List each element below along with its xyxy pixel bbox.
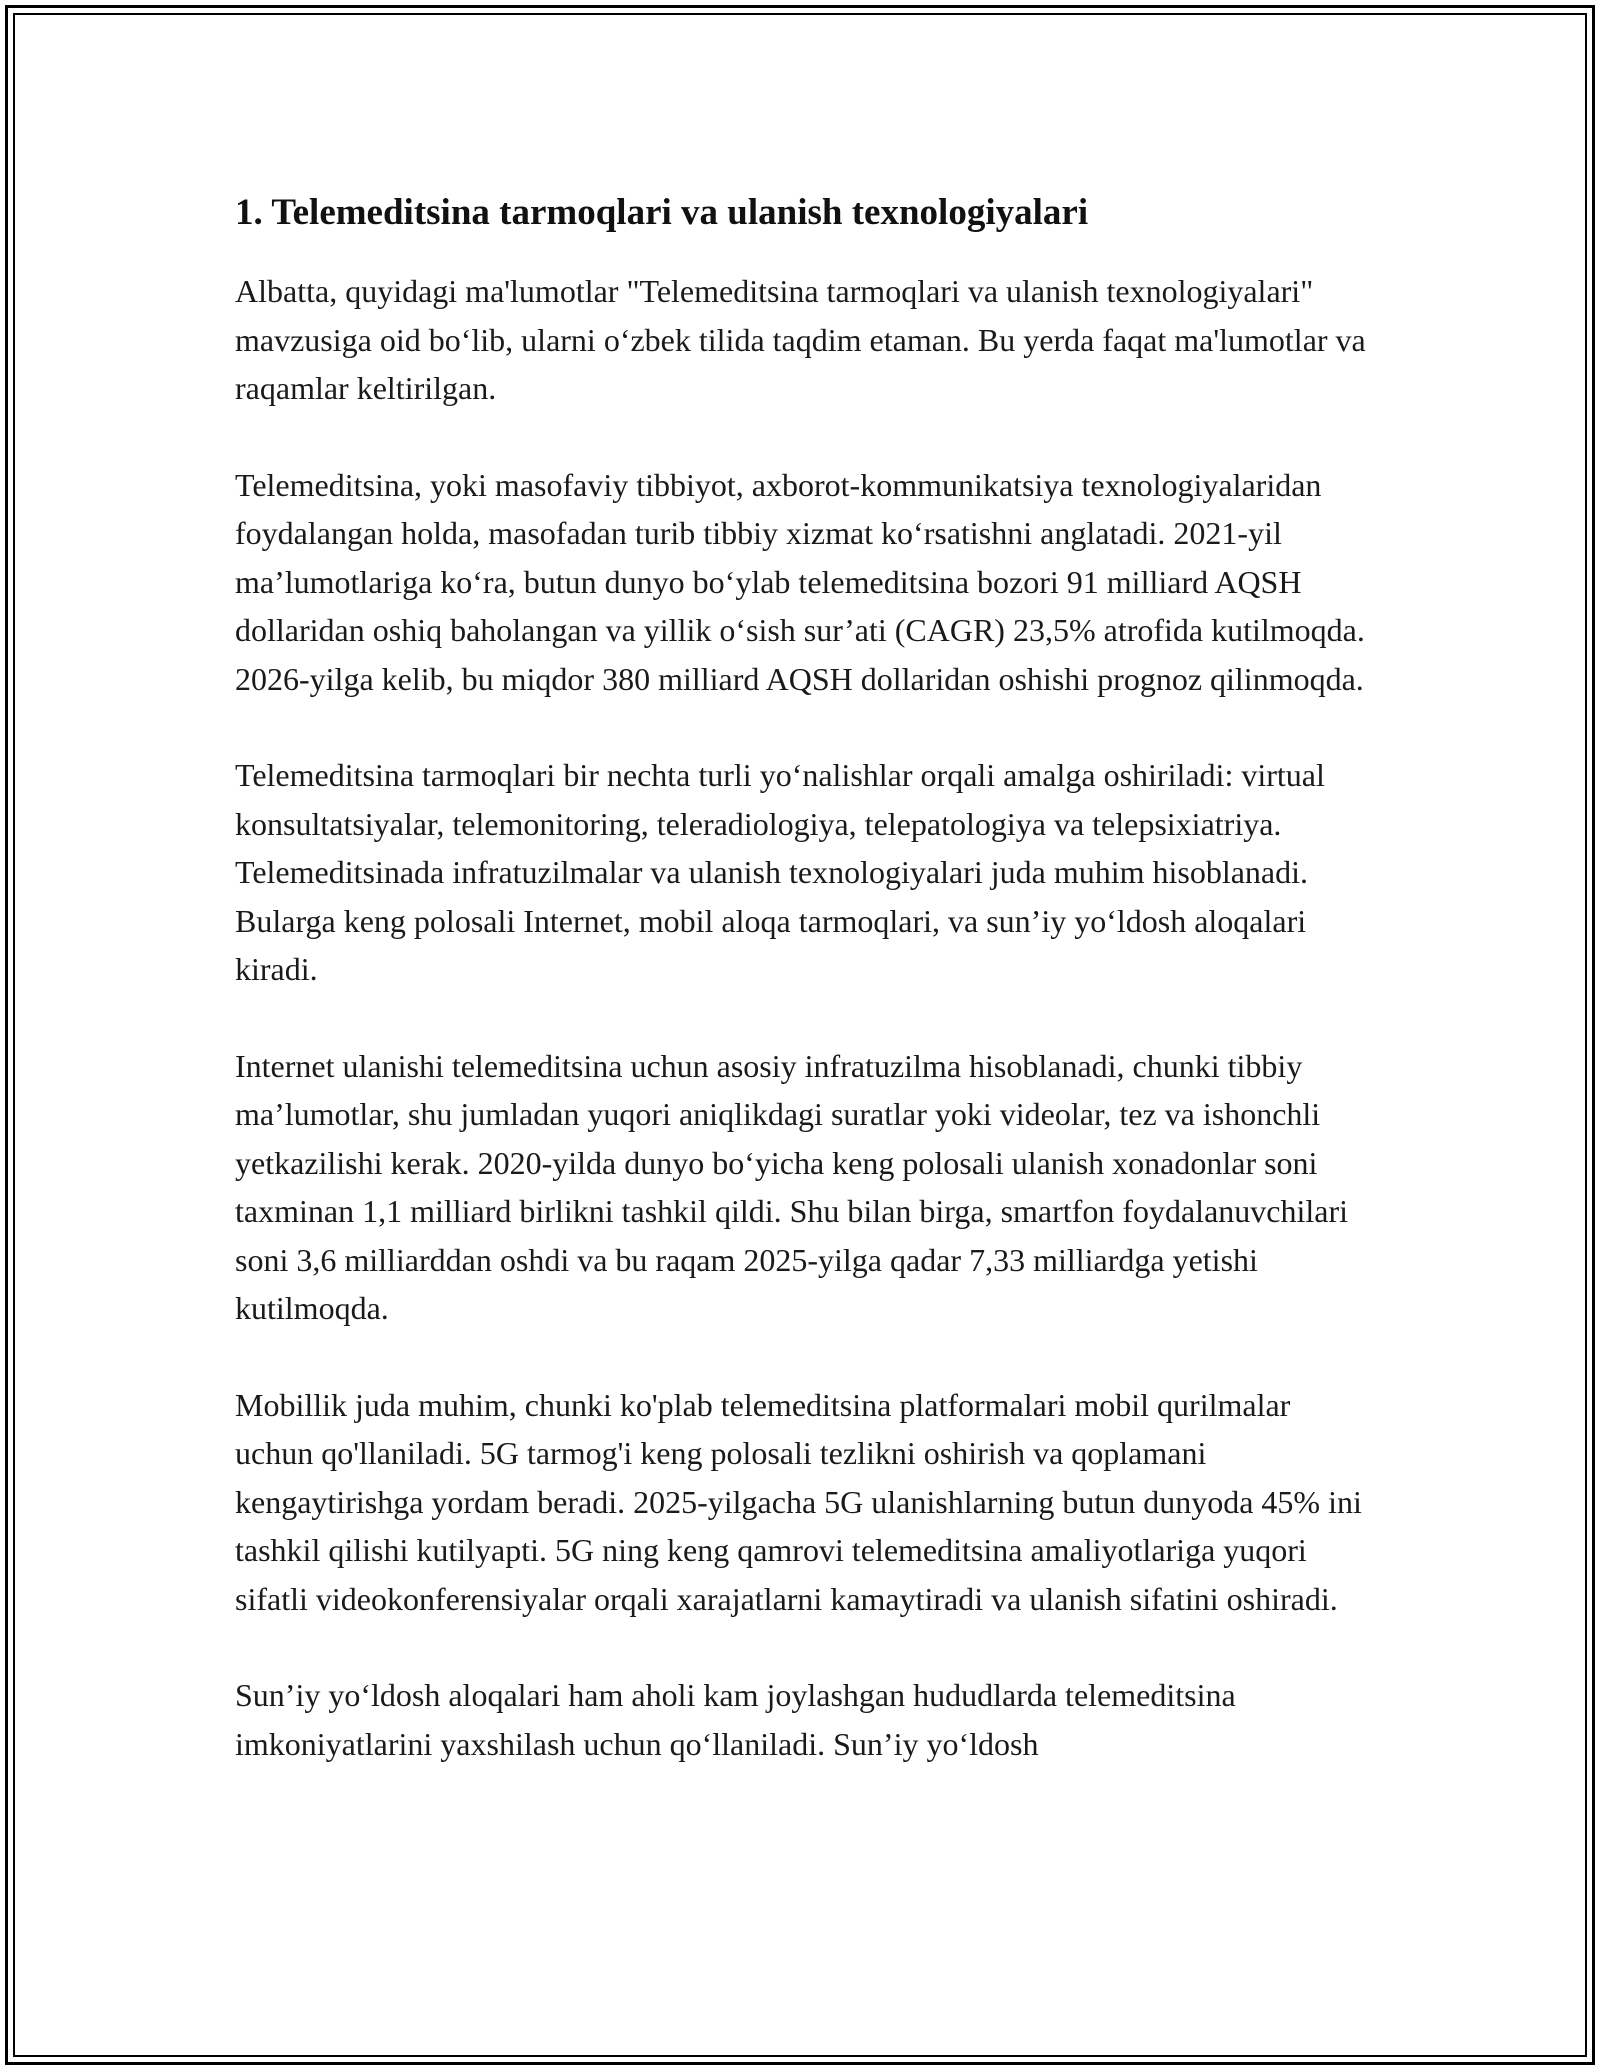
paragraph-satellite: Sun’iy yo‘ldosh aloqalari ham aholi kam joylashgan hududlarda telemeditsina imkoniyatlarini yaxshilash uchun qo‘llaniladi. Sun’iy yo‘ldosh [235, 1677, 1236, 1762]
paragraph-market: Telemeditsina, yoki masofaviy tibbiyot, axborot-kommunikatsiya texnologiyalaridan foydalangan holda, masofadan turib tibbiy xizmat ko‘rsatishni anglatadi. 2021-yil ma’lumotlariga ko‘ra, butun dunyo bo‘ylab telemeditsina bozori 91 milliard AQSH dollaridan oshiq baholangan va yillik o‘sish sur’ati (CAGR) 23,5% atrofida kutilmoqda. 2026-yilga kelib, bu miqdor 380 milliard AQSH dollaridan oshishi prognoz qilinmoqda. [235, 466, 1365, 697]
document-body [235, 185, 1375, 1816]
section-heading: 1. Telemeditsina tarmoqlari va ulanish texnologiyalari [235, 192, 1089, 233]
paragraph-intro: Albatta, quyidagi ma'lumotlar "Telemeditsina tarmoqlari va ulanish texnologiyalari" mavzusiga oid bo‘lib, ularni o‘zbek tilida taqdim etaman. Bu yerda faqat ma'lumotlar va raqamlar keltirilgan. [235, 273, 1366, 406]
paragraph-mobility: Mobillik juda muhim, chunki ko'plab telemeditsina platformalari mobil qurilmalar uchun qo'llaniladi. 5G tarmog'i keng polosali tezlikni oshirish va qoplamani kengaytirishga yordam beradi. 2025-yilgacha 5G ulanishlarning butun dunyoda 45% ini tashkil qilishi kutilyapti. 5G ning keng qamrovi telemeditsina amaliyotlariga yuqori sifatli videokonferensiyalar orqali xarajatlarni kamaytiradi va ulanish sifatini oshiradi. [235, 1386, 1362, 1617]
paragraph-internet: Internet ulanishi telemeditsina uchun asosiy infratuzilma hisoblanadi, chunki tibbiy ma’lumotlar, shu jumladan yuqori aniqlikdagi suratlar yoki videolar, tez va ishonchli yetkazilishi kerak. 2020-yilda dunyo bo‘yicha keng polosali ulanish xonadonlar soni taxminan 1,1 milliard birlikni tashkil qildi. Shu bilan birga, smartfon foydalanuvchilari soni 3,6 milliarddan oshdi va bu raqam 2025-yilga qadar 7,33 milliardga yetishi kutilmoqda. [235, 1047, 1348, 1326]
paragraph-directions: Telemeditsina tarmoqlari bir nechta turli yo‘nalishlar orqali amalga oshiriladi: virtual konsultatsiyalar, telemonitoring, teleradiologiya, telepatologiya va telepsixiatriya. Telemeditsinada infratuzilmalar va ulanish texnologiyalari juda muhim hisoblanadi. Bularga keng polosali Internet, mobil aloqa tarmoqlari, va sun’iy yo‘ldosh aloqalari kiradi. [235, 757, 1325, 987]
